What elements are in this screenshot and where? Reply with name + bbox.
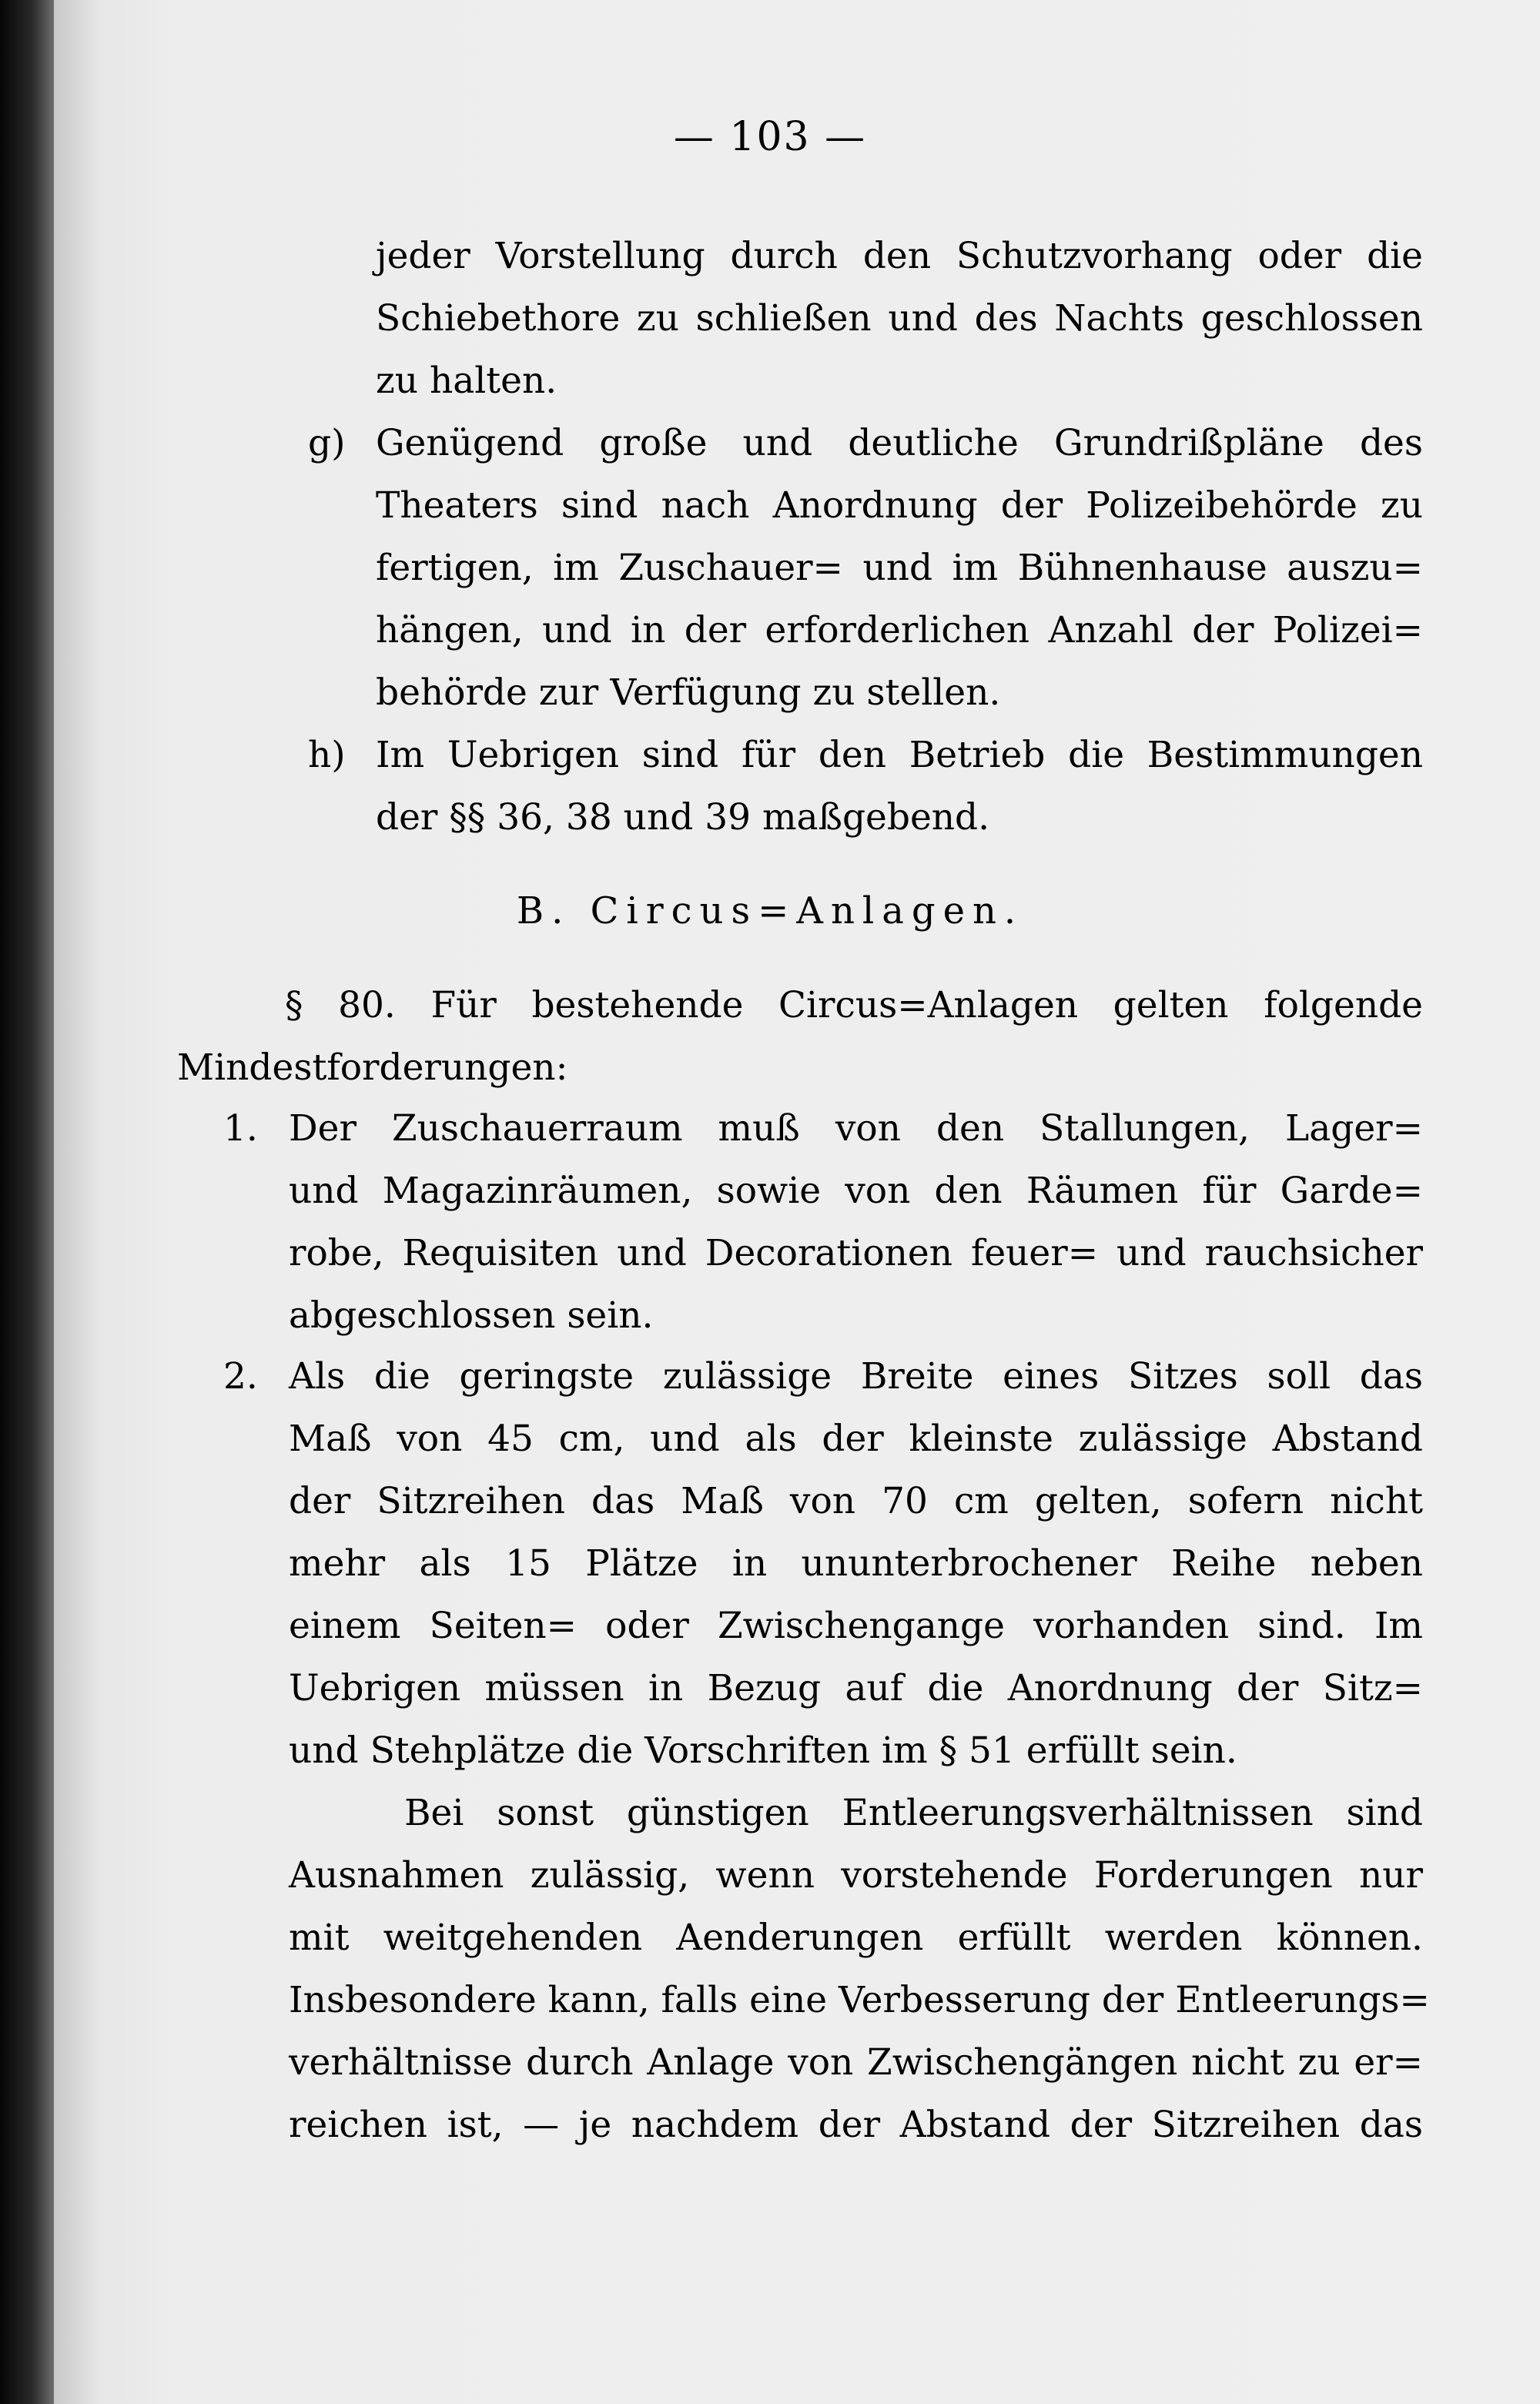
text-line: fertigen, im Zuschauer= und im Bühnenhause auszu= [376,547,1423,589]
item-1-text [289,1097,1423,1347]
text-line: Genügend große und deutliche Grundrißpläne des [376,422,1423,464]
item-2-marker: 2. [223,1355,258,1398]
text-line: und Stehplätze die Vorschriften im § 51 erfüllt sein. [289,1729,1237,1772]
item-h-text [376,724,1423,849]
text-line: § 80. Für bestehende Circus=Anlagen gelten folgende [285,984,1423,1026]
text-line: Uebrigen müssen in Bezug auf die Anordnung der Sitz= [289,1667,1423,1709]
text-line: reichen ist, — je nachdem der Abstand der Sitzreihen das [289,2104,1423,2146]
text-line: Mindestforderungen: [177,1046,568,1089]
text-line: der §§ 36, 38 und 39 maßgebend. [376,796,990,839]
item-f-continuation [376,225,1423,412]
text-line: behörde zur Verfügung zu stellen. [376,671,1001,714]
section-heading: B. Circus=Anlagen. [516,889,1024,932]
text-line: Der Zuschauerraum muß von den Stallungen, Lager= [289,1107,1423,1150]
text-line: mehr als 15 Plätze in ununterbrochener Reihe neben [289,1542,1423,1585]
text-line: zu halten. [376,360,557,402]
text-line: hängen, und in der erforderlichen Anzahl der Polizei= [376,609,1423,651]
text-line: Ausnahmen zulässig, wenn vorstehende Forderungen nur [289,1854,1423,1897]
item-h-marker: h) [308,734,346,776]
text-line: verhältnisse durch Anlage von Zwischengängen nicht zu er= [289,2041,1423,2084]
book-spine-shadow [0,0,54,2404]
item-1-marker: 1. [223,1107,258,1150]
item-g-text [376,412,1423,724]
item-g-marker: g) [308,422,346,464]
paragraph-80 [177,974,1423,1099]
text-line: und Magazinräumen, sowie von den Räumen für Garde= [289,1170,1423,1212]
text-line: abgeschlossen sein. [289,1294,654,1337]
text-line: Als die geringste zulässige Breite eines Sitzes soll das [289,1355,1423,1398]
text-line: Theaters sind nach Anordnung der Polizeibehörde zu [376,484,1423,527]
text-line: einem Seiten= oder Zwischengange vorhanden sind. Im [289,1605,1423,1647]
text-line: Bei sonst günstigen Entleerungsverhältnissen sind [404,1792,1423,1834]
text-line: Insbesondere kann, falls eine Verbesserung der Entleerungs= [289,1979,1430,2021]
text-line: mit weitgehenden Aenderungen erfüllt werden können. [289,1917,1423,1959]
text-line: jeder Vorstellung durch den Schutzvorhang oder die [376,235,1423,277]
text-line: der Sitzreihen das Maß von 70 cm gelten, sofern nicht [289,1480,1423,1522]
text-line: Maß von 45 cm, und als der kleinste zulässige Abstand [289,1418,1423,1460]
page-number: — 103 — [673,114,867,160]
text-line: Schiebethore zu schließen und des Nachts geschlossen [376,297,1423,340]
text-line: robe, Requisiten und Decorationen feuer= und rauchsicher [289,1232,1423,1274]
item-2-text [289,1345,1430,2156]
text-line: Im Uebrigen sind für den Betrieb die Bestimmungen [376,734,1423,776]
